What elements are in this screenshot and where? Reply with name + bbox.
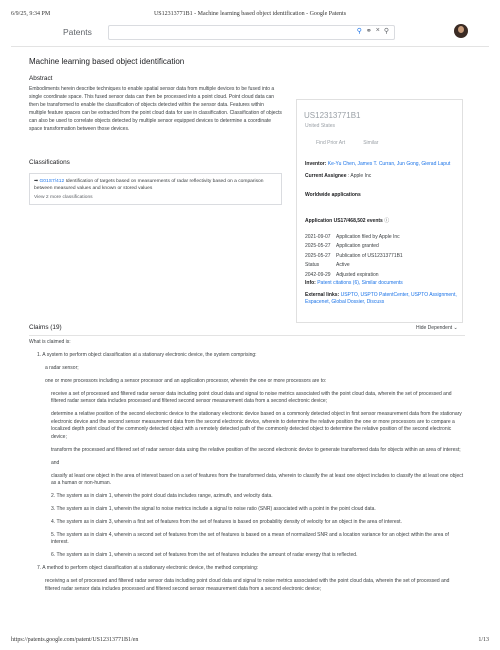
publication-number: US12313771B1: [304, 111, 361, 120]
event-text: Publication of US12313771B1: [336, 252, 403, 259]
classification-arrow-icon: ➡: [34, 179, 39, 184]
application-events-heading: [305, 218, 457, 225]
classification-entry: [34, 178, 277, 193]
claim-4: 4. The system as in claim 3, wherein a first set of features from the set of features is based on probability density of velocity for an object in the area of interest.: [51, 519, 402, 526]
claim-7-element: receiving a set of processed and filtered radar sensor data including point cloud data and signal to noise metrics associated with the point cloud data, wherein the set of processed and filtered radar sensor data includes processed and filtered second sensor measurement data from a second electronic device;: [45, 578, 450, 592]
pin-icon[interactable]: ⚲: [356, 28, 362, 35]
event-date: 2025-05-27: [305, 243, 331, 250]
tab-similar[interactable]: Similar: [363, 140, 379, 146]
info-line: [305, 280, 457, 287]
event-row: [305, 251, 455, 261]
assignee-value: Apple Inc: [350, 173, 372, 179]
event-row: [305, 232, 455, 242]
event-row: [305, 261, 455, 271]
event-row: [305, 270, 455, 280]
print-url: https://patents.google.com/patent/US12313771B1/en: [11, 637, 139, 643]
abstract-heading: Abstract: [29, 75, 53, 82]
claim-7: 7. A method to perform object classification at a stationary electronic device, the method comprising:: [37, 565, 259, 572]
more-classifications-link[interactable]: View 2 more classifications: [34, 194, 93, 200]
patent-info-card: [296, 99, 463, 323]
event-date: 2042-09-29: [305, 271, 331, 278]
help-icon[interactable]: ⓘ: [384, 218, 390, 224]
application-events-label: Application US17/468,502 events: [305, 218, 383, 224]
claim-1-element: receive a set of processed and filtered radar sensor data including point cloud data and signal to noise metrics associated with the point cloud data, wherein the set of processed and filtered radar sensor data includes processed and filtered second sensor measurement data from a second electronic device;: [51, 391, 452, 405]
worldwide-label: Worldwide applications: [305, 192, 361, 198]
event-date: Status: [305, 262, 320, 269]
worldwide-applications: [305, 192, 457, 199]
event-row: [305, 242, 455, 252]
claim-1-element: and: [51, 459, 60, 466]
print-title: US12313771B1 - Machine learning based object identification - Google Patents: [153, 11, 347, 17]
inventor-label: Inventor:: [305, 161, 327, 167]
page-title: Machine learning based object identification: [29, 57, 185, 66]
claim-1-element: classify at least one object in the area of interest based on a set of features from the transformed data, wherein to classify the at least one object includes to classify the at least one object as a human or non-human.: [51, 472, 464, 487]
chevron-down-icon: ⌄: [453, 325, 458, 331]
claim-1-element: transform the processed and filtered set of radar sensor data using the relative position of the second electronic device to generate transformed data for objects within an area of interest;: [51, 446, 461, 453]
claim-3: 3. The system as in claim 1, wherein the signal to noise metrics include a signal to noise ratio (SNR) associated with a point in the point cloud data.: [51, 506, 376, 513]
claim-5: 5. The system as in claim 4, wherein a second set of features from the set of features is based on a mean of normalized SNR and a location variance for an object within the area of interest.: [51, 532, 449, 546]
hide-dependent-label: Hide Dependent: [416, 325, 453, 331]
search-input[interactable]: [108, 25, 395, 40]
card-tabs: [316, 140, 378, 146]
event-date: 2021-09-07: [305, 233, 331, 240]
external-links[interactable]: USPTO, USPTO PatentCenter, USPTO Assignment, Espacenet, Global Dossier, Discuss: [305, 292, 457, 305]
print-datetime: 6/9/25, 9:34 PM: [11, 11, 51, 17]
tab-find-prior-art[interactable]: Find Prior Art: [316, 140, 346, 146]
classification-code-link[interactable]: G01S7/412: [39, 179, 65, 184]
claim-1-element: determine a relative position of the second electronic device to the stationary electronic device based on a commonly detected object in first sensor measurement data from the stationary electronic device and the second sensor measurement data from the second electronic device, wherein to determine the relative position the one or more processors are to compare a localized depth point cloud of the commonly detected object with a remotely detected path of the commonly detected object to determine the relative position of the second electronic device;: [51, 411, 462, 440]
divider: [29, 335, 465, 336]
event-text: Application granted: [336, 243, 379, 250]
claims-intro: What is claimed is:: [29, 339, 71, 345]
claim-6: 6. The system as in claim 1, wherein a second set of features from the set of features includes the amount of radar energy that is reflected.: [51, 552, 358, 559]
classification-box: [29, 173, 282, 205]
hide-dependent-toggle[interactable]: [416, 325, 458, 331]
info-links[interactable]: Patent citations (6), Similar documents: [317, 280, 403, 286]
claims-list: [29, 339, 464, 599]
search-icon[interactable]: ⚲: [383, 28, 389, 35]
link-icon[interactable]: ⚭: [365, 28, 372, 35]
claim-1-element: one or more processors including a sensor processor and an application processor, wherein the one or more processors are to:: [45, 378, 327, 384]
event-text: Active: [336, 262, 350, 269]
external-links-label: External links:: [305, 292, 340, 298]
event-date: 2025-05-27: [305, 252, 331, 259]
info-label: Info:: [305, 280, 316, 286]
classifications-heading: Classifications: [29, 159, 70, 166]
claim-1: 1. A system to perform object classification at a stationary electronic device, the system comprising:: [37, 352, 257, 358]
inventor-line: [305, 161, 457, 168]
event-text: Adjusted expiration: [336, 271, 379, 278]
events-list: [305, 232, 455, 280]
classification-description: Identification of targets based on measurements of radar reflectivity based on a comparison between measured values and known or stored values: [34, 179, 264, 192]
event-text: Application filed by Apple Inc: [336, 233, 400, 240]
top-bar: [11, 21, 489, 47]
claim-2: 2. The system as in claim 1, wherein the point cloud data includes range, azimuth, and velocity data.: [51, 493, 273, 500]
search-icons: [357, 27, 389, 35]
claims-heading: Claims (19): [29, 324, 62, 331]
claim-1-element: a radar sensor;: [45, 365, 79, 371]
patents-logo[interactable]: Patents: [63, 27, 92, 37]
inventor-links[interactable]: Ke-Yu Chen, James T. Curran, Jun Gong, Gierad Laput: [327, 161, 451, 167]
country: United States: [305, 123, 336, 129]
external-links-line: [305, 292, 457, 306]
print-header: [11, 11, 489, 17]
abstract-text: Embodiments herein describe techniques to enable spatial sensor data from multiple devices to be fused into a single coordinate space. This fused sensor data can then be processed into a point cloud. Point cloud data can then be transformed to enable the classification of objects detected within the sensor data. Features within multiple feature spaces can be extracted from the point cloud data for use in classification. Classification of objects can also be used to correlate objects detected by multiple sensor equipped devices to determine a coordinate space transformation between those devices.: [29, 86, 282, 132]
assignee-label: Current Assignee: [305, 173, 347, 179]
close-icon[interactable]: ×: [375, 27, 380, 34]
assignee-line: Current Assignee : Apple Inc: [305, 173, 372, 179]
avatar[interactable]: [454, 24, 468, 38]
print-page-number: 1/13: [478, 637, 489, 643]
print-footer: [11, 637, 489, 643]
